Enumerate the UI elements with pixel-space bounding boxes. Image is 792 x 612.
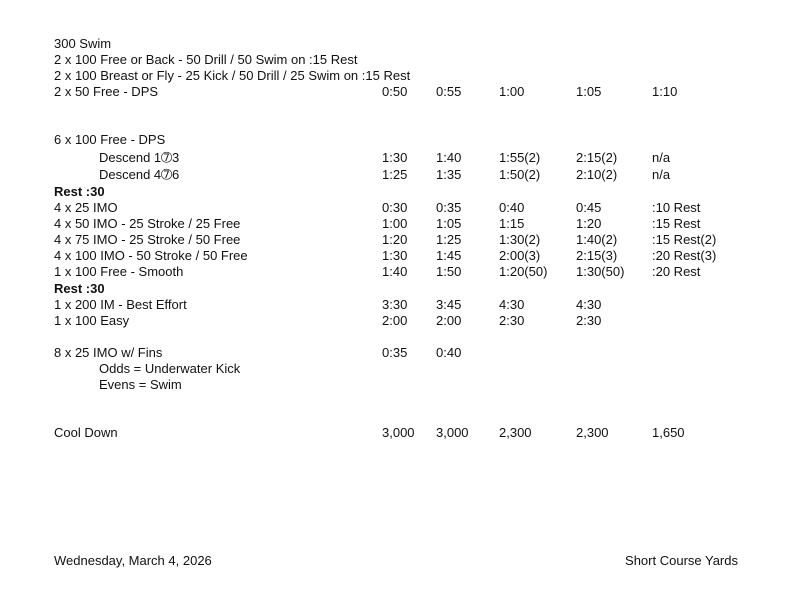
- interval-cell: 3:45: [436, 297, 462, 312]
- interval-cell: 1:40(2): [576, 232, 618, 247]
- interval-cell: 1:05: [576, 84, 602, 99]
- interval-cell: 2:10(2): [576, 167, 618, 182]
- row-label: 4 x 25 IMO: [54, 200, 118, 215]
- row-label: 4 x 75 IMO - 25 Stroke / 50 Free: [54, 232, 241, 247]
- interval-cell: :20 Rest(3): [652, 248, 717, 263]
- row-label: 1 x 200 IM - Best Effort: [54, 297, 187, 312]
- rest-label: Rest :30: [54, 184, 105, 199]
- interval-cell: 0:55: [436, 84, 462, 99]
- interval-cell: 1:45: [436, 248, 462, 263]
- interval-cell: 1:30(2): [499, 232, 541, 247]
- row-label: 1 x 100 Free - Smooth: [54, 264, 184, 279]
- interval-cell: 1:25: [382, 167, 408, 182]
- interval-cell: n/a: [652, 150, 671, 165]
- interval-cell: 2:00(3): [499, 248, 541, 263]
- total-cell: 2,300: [499, 425, 532, 440]
- interval-cell: 1:30: [382, 248, 408, 263]
- total-cell: 3,000: [436, 425, 469, 440]
- interval-cell: :15 Rest: [652, 216, 701, 231]
- row-label: 4 x 50 IMO - 25 Stroke / 25 Free: [54, 216, 241, 231]
- interval-cell: 0:35: [436, 200, 462, 215]
- total-cell: 3,000: [382, 425, 415, 440]
- row-label: Descend 1➆3: [99, 150, 180, 165]
- interval-cell: 1:40: [382, 264, 408, 279]
- interval-cell: 0:30: [382, 200, 408, 215]
- interval-cell: 1:20: [576, 216, 602, 231]
- row-label: 4 x 100 IMO - 50 Stroke / 50 Free: [54, 248, 248, 263]
- row-label: Odds = Underwater Kick: [99, 361, 241, 376]
- interval-cell: 1:25: [436, 232, 462, 247]
- interval-cell: 4:30: [499, 297, 525, 312]
- interval-cell: 1:55(2): [499, 150, 541, 165]
- interval-cell: 4:30: [576, 297, 602, 312]
- row-label: 300 Swim: [54, 36, 112, 51]
- row-label: 6 x 100 Free - DPS: [54, 132, 166, 147]
- row-label: Evens = Swim: [99, 377, 182, 392]
- interval-cell: 1:40: [436, 150, 462, 165]
- interval-cell: 0:40: [436, 345, 462, 360]
- interval-cell: 0:40: [499, 200, 525, 215]
- row-label: 8 x 25 IMO w/ Fins: [54, 345, 163, 360]
- interval-cell: 1:30: [382, 150, 408, 165]
- row-label: Descend 4➆6: [99, 167, 180, 182]
- rest-label: Rest :30: [54, 281, 105, 296]
- interval-cell: :10 Rest: [652, 200, 701, 215]
- interval-cell: 0:45: [576, 200, 602, 215]
- row-label: 2 x 100 Breast or Fly - 25 Kick / 50 Drill / 25 Swim on :15 Rest: [54, 68, 411, 83]
- footer-course: Short Course Yards: [625, 553, 738, 568]
- interval-cell: 2:00: [382, 313, 408, 328]
- footer-date: Wednesday, March 4, 2026: [54, 553, 212, 568]
- total-cell: 2,300: [576, 425, 609, 440]
- interval-cell: 2:15(2): [576, 150, 618, 165]
- interval-cell: 1:50: [436, 264, 462, 279]
- interval-cell: 1:20(50): [499, 264, 548, 279]
- interval-cell: 1:00: [382, 216, 408, 231]
- row-label: Cool Down: [54, 425, 118, 440]
- interval-cell: 1:30(50): [576, 264, 625, 279]
- interval-cell: 2:30: [576, 313, 602, 328]
- row-label: 2 x 100 Free or Back - 50 Drill / 50 Swim on :15 Rest: [54, 52, 358, 67]
- row-label: 2 x 50 Free - DPS: [54, 84, 159, 99]
- interval-cell: :15 Rest(2): [652, 232, 717, 247]
- interval-cell: 2:30: [499, 313, 525, 328]
- interval-cell: 1:15: [499, 216, 525, 231]
- row-label: 1 x 100 Easy: [54, 313, 130, 328]
- interval-cell: 0:35: [382, 345, 408, 360]
- interval-cell: 2:00: [436, 313, 462, 328]
- interval-cell: 3:30: [382, 297, 408, 312]
- interval-cell: 1:35: [436, 167, 462, 182]
- interval-cell: 1:10: [652, 84, 678, 99]
- interval-cell: 2:15(3): [576, 248, 618, 263]
- interval-cell: 0:50: [382, 84, 408, 99]
- total-cell: 1,650: [652, 425, 685, 440]
- interval-cell: 1:20: [382, 232, 408, 247]
- interval-cell: n/a: [652, 167, 671, 182]
- interval-cell: 1:00: [499, 84, 525, 99]
- interval-cell: 1:05: [436, 216, 462, 231]
- interval-cell: :20 Rest: [652, 264, 701, 279]
- interval-cell: 1:50(2): [499, 167, 541, 182]
